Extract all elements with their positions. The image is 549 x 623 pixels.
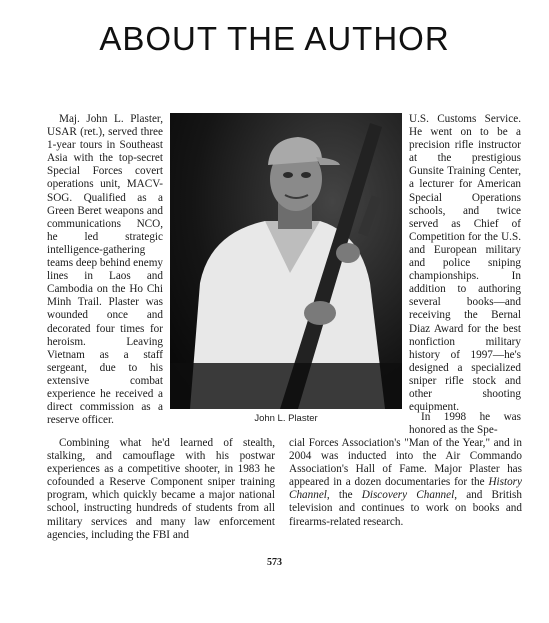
bio-paragraph-right: U.S. Customs Service. He went on to be a precision rifle instructor at the prestigious Gunsite Training Center, a lecturer for American Special Operations schools, and twice served as Chief of Competition for the U.S. and European military and police sniping championships. In addition to authoring several books—and receiving the Bernal Diaz Award for the best nonfiction military history of 1997—he's designed a specialized sniper rifle stock and other shooting equipment. xyxy=(409,113,521,414)
bio-left-column xyxy=(47,113,163,427)
page-number: 573 xyxy=(267,557,282,568)
page-title: ABOUT THE AUTHOR xyxy=(99,20,450,57)
bio-paragraph-2: Combining what he'd learned of stealth, stalking, and camouflage with his postwar experiences as a competitive shooter, in 1983 he cofounded a Reserve Component sniper training program, which quickly became a major national school, instructing hundreds of students from all military services and many law enforcement agencies, including the FBI and xyxy=(47,437,275,541)
bio-bottom-left xyxy=(47,437,275,542)
bio-paragraph-honors-start: In 1998 he was honored as the Spe- xyxy=(409,411,521,437)
author-photo xyxy=(170,113,402,409)
photo-caption: John L. Plaster xyxy=(254,413,318,424)
bio-paragraph-honors xyxy=(289,437,522,529)
honors-text-b: , and British television and continues to work on books and firearms-related research. xyxy=(289,489,522,528)
bio-paragraph-1: Maj. John L. Plaster, USAR (ret.), served three 1-year tours in Southeast Asia with the top-secret Special Forces covert operations unit, MACV-SOG. Qualified as a Green Beret weapons and communications NCO, he led strategic intelligence-gathering teams deep behind enemy lines in Laos and Cambodia on the Ho Chi Minh Trail. Plaster was wounded once and decorated four times for heroism. Leaving Vietnam as a staff sergeant, due to his extensive combat experience he received a direct commission as a reserve officer. xyxy=(47,113,163,427)
comma-the: , the xyxy=(326,489,362,502)
honors-text-a: cial Forces Association's "Man of the Year," and in 2004 was inducted into the Air Commando Association's Hall of Fame. Major Plaster has appeared in a dozen documentaries for the xyxy=(289,437,522,489)
bio-bottom-right xyxy=(289,437,522,529)
bio-right-column xyxy=(409,113,521,414)
bio-right-tail xyxy=(409,411,521,437)
discovery-channel: Discovery Channel xyxy=(361,489,455,502)
author-portrait-illustration xyxy=(170,113,402,409)
history-channel: History Channel xyxy=(289,476,522,502)
